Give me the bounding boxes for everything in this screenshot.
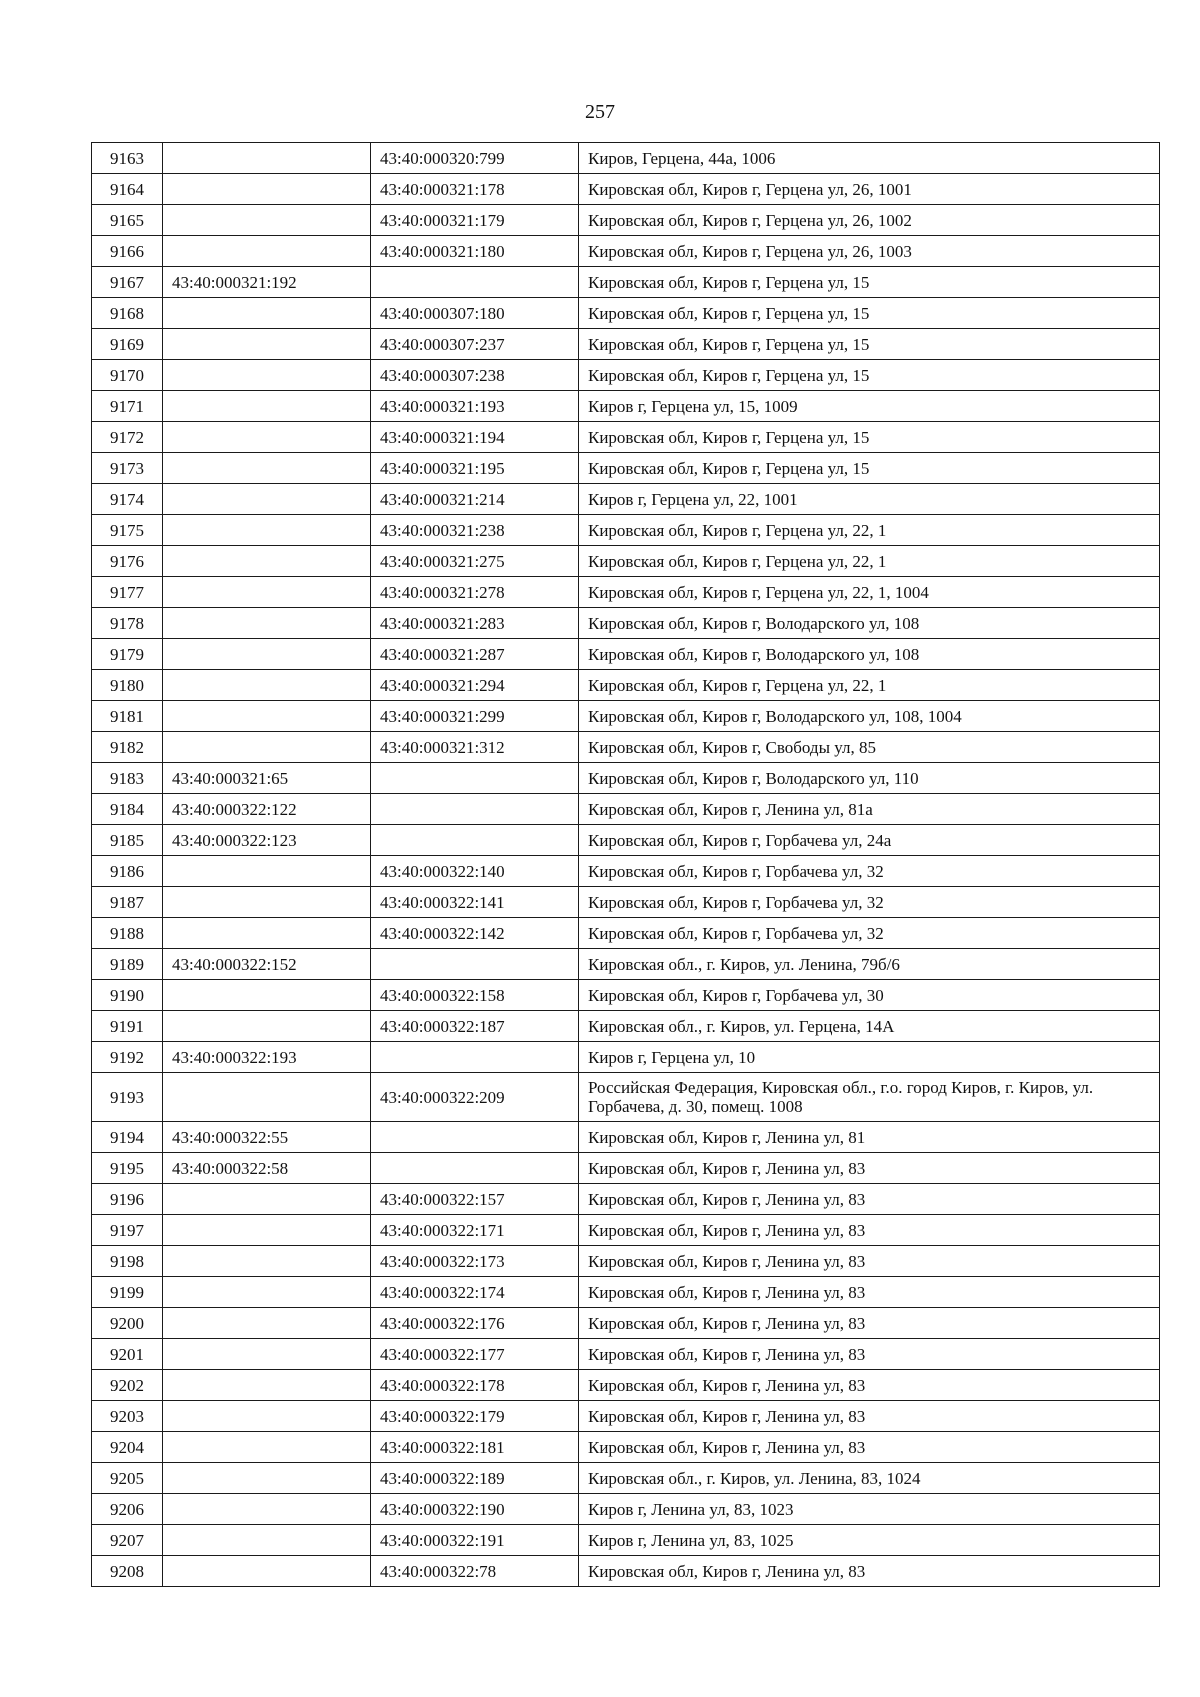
row-number-cell: 9171 [92, 391, 163, 422]
cadastral-number-cell [163, 1308, 371, 1339]
row-number-cell: 9194 [92, 1122, 163, 1153]
cadastral-number-2-cell: 43:40:000321:299 [371, 701, 579, 732]
address-cell: Кировская обл, Киров г, Герцена ул, 22, 1 [579, 515, 1160, 546]
address-cell: Кировская обл, Киров г, Ленина ул, 83 [579, 1277, 1160, 1308]
address-cell: Киров г, Герцена ул, 22, 1001 [579, 484, 1160, 515]
cadastral-number-cell [163, 1401, 371, 1432]
cadastral-number-cell: 43:40:000322:193 [163, 1042, 371, 1073]
cadastral-number-cell [163, 1277, 371, 1308]
cadastral-number-2-cell: 43:40:000322:140 [371, 856, 579, 887]
address-cell: Кировская обл, Киров г, Герцена ул, 22, 1 [579, 546, 1160, 577]
row-number-cell: 9199 [92, 1277, 163, 1308]
address-cell: Кировская обл, Киров г, Горбачева ул, 32 [579, 918, 1160, 949]
table-row [92, 701, 1160, 732]
cadastral-number-cell [163, 1215, 371, 1246]
cadastral-number-2-cell: 43:40:000322:142 [371, 918, 579, 949]
table-row [92, 577, 1160, 608]
cadastral-number-cell [163, 484, 371, 515]
table-row [92, 1042, 1160, 1073]
cadastral-number-cell [163, 546, 371, 577]
cadastral-number-2-cell: 43:40:000307:180 [371, 298, 579, 329]
table-row [92, 1432, 1160, 1463]
cadastral-number-2-cell: 43:40:000322:177 [371, 1339, 579, 1370]
table-row [92, 794, 1160, 825]
cadastral-number-cell [163, 1494, 371, 1525]
table-row [92, 360, 1160, 391]
address-cell: Кировская обл., г. Киров, ул. Ленина, 83, 1024 [579, 1463, 1160, 1494]
table-row [92, 1122, 1160, 1153]
cadastral-number-2-cell: 43:40:000321:179 [371, 205, 579, 236]
address-cell: Киров г, Ленина ул, 83, 1023 [579, 1494, 1160, 1525]
table-row [92, 453, 1160, 484]
cadastral-number-cell [163, 391, 371, 422]
row-number-cell: 9170 [92, 360, 163, 391]
row-number-cell: 9204 [92, 1432, 163, 1463]
cadastral-number-2-cell: 43:40:000322:174 [371, 1277, 579, 1308]
cadastral-number-2-cell: 43:40:000321:214 [371, 484, 579, 515]
table-row [92, 639, 1160, 670]
address-cell: Кировская обл, Киров г, Горбачева ул, 30 [579, 980, 1160, 1011]
cadastral-number-cell [163, 1184, 371, 1215]
table-row [92, 515, 1160, 546]
address-cell: Кировская обл, Киров г, Герцена ул, 22, 1 [579, 670, 1160, 701]
row-number-cell: 9164 [92, 174, 163, 205]
row-number-cell: 9165 [92, 205, 163, 236]
address-cell: Кировская обл, Киров г, Горбачева ул, 32 [579, 887, 1160, 918]
table-row [92, 205, 1160, 236]
table-row [92, 546, 1160, 577]
table-row [92, 1277, 1160, 1308]
row-number-cell: 9163 [92, 143, 163, 174]
address-cell: Киров г, Ленина ул, 83, 1025 [579, 1525, 1160, 1556]
registry-table-body [92, 143, 1160, 1587]
cadastral-number-cell [163, 856, 371, 887]
address-cell: Кировская обл, Киров г, Ленина ул, 83 [579, 1401, 1160, 1432]
cadastral-number-cell [163, 1463, 371, 1494]
address-cell: Кировская обл, Киров г, Ленина ул, 83 [579, 1339, 1160, 1370]
cadastral-number-2-cell: 43:40:000322:191 [371, 1525, 579, 1556]
table-row [92, 1556, 1160, 1587]
row-number-cell: 9181 [92, 701, 163, 732]
row-number-cell: 9195 [92, 1153, 163, 1184]
address-cell: Кировская обл, Киров г, Герцена ул, 15 [579, 298, 1160, 329]
row-number-cell: 9207 [92, 1525, 163, 1556]
cadastral-number-2-cell: 43:40:000322:158 [371, 980, 579, 1011]
cadastral-number-2-cell: 43:40:000322:189 [371, 1463, 579, 1494]
cadastral-number-cell [163, 1339, 371, 1370]
cadastral-number-2-cell: 43:40:000321:194 [371, 422, 579, 453]
table-row [92, 887, 1160, 918]
row-number-cell: 9202 [92, 1370, 163, 1401]
row-number-cell: 9180 [92, 670, 163, 701]
address-cell: Кировская обл., г. Киров, ул. Герцена, 14А [579, 1011, 1160, 1042]
row-number-cell: 9185 [92, 825, 163, 856]
row-number-cell: 9173 [92, 453, 163, 484]
table-row [92, 1246, 1160, 1277]
row-number-cell: 9197 [92, 1215, 163, 1246]
table-row [92, 484, 1160, 515]
table-row [92, 1494, 1160, 1525]
address-cell: Кировская обл, Киров г, Герцена ул, 15 [579, 422, 1160, 453]
table-row [92, 1215, 1160, 1246]
cadastral-number-cell [163, 1246, 371, 1277]
row-number-cell: 9190 [92, 980, 163, 1011]
table-row [92, 391, 1160, 422]
address-cell: Кировская обл, Киров г, Герцена ул, 26, 1001 [579, 174, 1160, 205]
cadastral-number-cell: 43:40:000322:123 [163, 825, 371, 856]
address-cell: Кировская обл, Киров г, Горбачева ул, 32 [579, 856, 1160, 887]
cadastral-number-cell [163, 980, 371, 1011]
row-number-cell: 9176 [92, 546, 163, 577]
row-number-cell: 9206 [92, 1494, 163, 1525]
cadastral-number-2-cell: 43:40:000322:209 [371, 1073, 579, 1122]
row-number-cell: 9166 [92, 236, 163, 267]
table-row [92, 1370, 1160, 1401]
address-cell: Кировская обл, Киров г, Ленина ул, 83 [579, 1556, 1160, 1587]
cadastral-number-2-cell [371, 763, 579, 794]
table-row [92, 980, 1160, 1011]
address-cell: Кировская обл, Киров г, Свободы ул, 85 [579, 732, 1160, 763]
table-row [92, 422, 1160, 453]
cadastral-number-2-cell [371, 267, 579, 298]
table-row [92, 329, 1160, 360]
cadastral-number-2-cell: 43:40:000321:312 [371, 732, 579, 763]
row-number-cell: 9175 [92, 515, 163, 546]
table-row [92, 267, 1160, 298]
row-number-cell: 9200 [92, 1308, 163, 1339]
cadastral-number-2-cell: 43:40:000322:181 [371, 1432, 579, 1463]
cadastral-number-cell [163, 143, 371, 174]
cadastral-number-cell [163, 422, 371, 453]
table-row [92, 298, 1160, 329]
table-row [92, 825, 1160, 856]
cadastral-number-2-cell [371, 794, 579, 825]
address-cell: Киров, Герцена, 44а, 1006 [579, 143, 1160, 174]
cadastral-number-cell [163, 701, 371, 732]
row-number-cell: 9193 [92, 1073, 163, 1122]
address-cell: Кировская обл, Киров г, Ленина ул, 83 [579, 1432, 1160, 1463]
cadastral-number-2-cell: 43:40:000321:283 [371, 608, 579, 639]
cadastral-number-cell [163, 205, 371, 236]
row-number-cell: 9178 [92, 608, 163, 639]
address-cell: Кировская обл, Киров г, Герцена ул, 26, 1002 [579, 205, 1160, 236]
address-cell: Кировская обл, Киров г, Ленина ул, 83 [579, 1153, 1160, 1184]
table-row [92, 1525, 1160, 1556]
address-cell: Кировская обл, Киров г, Герцена ул, 15 [579, 329, 1160, 360]
table-row [92, 1153, 1160, 1184]
address-cell: Кировская обл, Киров г, Ленина ул, 81 [579, 1122, 1160, 1153]
table-row [92, 1011, 1160, 1042]
table-row [92, 174, 1160, 205]
cadastral-number-2-cell: 43:40:000322:187 [371, 1011, 579, 1042]
row-number-cell: 9196 [92, 1184, 163, 1215]
address-cell: Кировская обл, Киров г, Ленина ул, 83 [579, 1308, 1160, 1339]
address-cell: Киров г, Герцена ул, 15, 1009 [579, 391, 1160, 422]
cadastral-number-cell [163, 639, 371, 670]
cadastral-number-cell: 43:40:000322:152 [163, 949, 371, 980]
cadastral-number-2-cell: 43:40:000321:193 [371, 391, 579, 422]
cadastral-number-2-cell [371, 825, 579, 856]
cadastral-number-cell [163, 515, 371, 546]
table-row [92, 608, 1160, 639]
table-row [92, 1308, 1160, 1339]
address-cell: Кировская обл, Киров г, Горбачева ул, 24а [579, 825, 1160, 856]
row-number-cell: 9183 [92, 763, 163, 794]
address-cell: Кировская обл, Киров г, Ленина ул, 83 [579, 1184, 1160, 1215]
table-row [92, 1401, 1160, 1432]
cadastral-number-2-cell: 43:40:000321:278 [371, 577, 579, 608]
row-number-cell: 9187 [92, 887, 163, 918]
address-cell: Кировская обл, Киров г, Ленина ул, 83 [579, 1215, 1160, 1246]
cadastral-number-2-cell: 43:40:000322:171 [371, 1215, 579, 1246]
table-row [92, 949, 1160, 980]
cadastral-number-2-cell: 43:40:000321:195 [371, 453, 579, 484]
cadastral-number-cell [163, 1525, 371, 1556]
address-cell: Кировская обл, Киров г, Герцена ул, 26, 1003 [579, 236, 1160, 267]
cadastral-number-cell [163, 670, 371, 701]
address-cell: Кировская обл, Киров г, Герцена ул, 15 [579, 453, 1160, 484]
row-number-cell: 9205 [92, 1463, 163, 1494]
table-row [92, 143, 1160, 174]
cadastral-number-cell [163, 918, 371, 949]
table-row [92, 1184, 1160, 1215]
address-cell: Кировская обл, Киров г, Володарского ул, 108, 1004 [579, 701, 1160, 732]
cadastral-number-2-cell: 43:40:000321:180 [371, 236, 579, 267]
address-cell: Кировская обл, Киров г, Герцена ул, 22, 1, 1004 [579, 577, 1160, 608]
cadastral-number-cell: 43:40:000322:55 [163, 1122, 371, 1153]
cadastral-number-cell [163, 1370, 371, 1401]
cadastral-number-2-cell: 43:40:000321:178 [371, 174, 579, 205]
address-cell: Кировская обл, Киров г, Володарского ул, 108 [579, 608, 1160, 639]
registry-table [91, 142, 1160, 1587]
cadastral-number-cell [163, 608, 371, 639]
cadastral-number-2-cell: 43:40:000322:179 [371, 1401, 579, 1432]
row-number-cell: 9168 [92, 298, 163, 329]
cadastral-number-cell: 43:40:000321:65 [163, 763, 371, 794]
cadastral-number-cell [163, 329, 371, 360]
cadastral-number-2-cell: 43:40:000307:237 [371, 329, 579, 360]
cadastral-number-2-cell [371, 1122, 579, 1153]
cadastral-number-cell [163, 887, 371, 918]
cadastral-number-2-cell [371, 1042, 579, 1073]
table-row [92, 732, 1160, 763]
cadastral-number-2-cell: 43:40:000322:176 [371, 1308, 579, 1339]
row-number-cell: 9172 [92, 422, 163, 453]
row-number-cell: 9167 [92, 267, 163, 298]
cadastral-number-2-cell: 43:40:000322:157 [371, 1184, 579, 1215]
address-cell: Кировская обл, Киров г, Герцена ул, 15 [579, 267, 1160, 298]
row-number-cell: 9169 [92, 329, 163, 360]
row-number-cell: 9177 [92, 577, 163, 608]
row-number-cell: 9203 [92, 1401, 163, 1432]
table-row [92, 670, 1160, 701]
table-row [92, 236, 1160, 267]
cadastral-number-cell [163, 1432, 371, 1463]
cadastral-number-cell [163, 236, 371, 267]
table-row [92, 856, 1160, 887]
table-row [92, 763, 1160, 794]
cadastral-number-2-cell: 43:40:000322:190 [371, 1494, 579, 1525]
address-cell: Кировская обл, Киров г, Ленина ул, 83 [579, 1370, 1160, 1401]
table-row [92, 1463, 1160, 1494]
page-number: 257 [585, 101, 615, 123]
address-cell: Российская Федерация, Кировская обл., г.о. город Киров, г. Киров, ул. Горбачева, д. 30, помещ. 1008 [579, 1073, 1160, 1122]
address-cell: Кировская обл, Киров г, Володарского ул, 108 [579, 639, 1160, 670]
row-number-cell: 9198 [92, 1246, 163, 1277]
address-cell: Киров г, Герцена ул, 10 [579, 1042, 1160, 1073]
cadastral-number-2-cell [371, 949, 579, 980]
row-number-cell: 9182 [92, 732, 163, 763]
cadastral-number-2-cell: 43:40:000321:287 [371, 639, 579, 670]
cadastral-number-2-cell: 43:40:000322:141 [371, 887, 579, 918]
table-row [92, 1339, 1160, 1370]
cadastral-number-2-cell: 43:40:000321:294 [371, 670, 579, 701]
address-cell: Кировская обл, Киров г, Володарского ул, 110 [579, 763, 1160, 794]
cadastral-number-2-cell: 43:40:000321:275 [371, 546, 579, 577]
cadastral-number-cell: 43:40:000322:122 [163, 794, 371, 825]
row-number-cell: 9208 [92, 1556, 163, 1587]
cadastral-number-cell [163, 453, 371, 484]
address-cell: Кировская обл., г. Киров, ул. Ленина, 79б/6 [579, 949, 1160, 980]
cadastral-number-cell [163, 1073, 371, 1122]
cadastral-number-cell [163, 174, 371, 205]
cadastral-number-cell: 43:40:000321:192 [163, 267, 371, 298]
cadastral-number-cell [163, 1556, 371, 1587]
cadastral-number-cell [163, 732, 371, 763]
cadastral-number-2-cell: 43:40:000307:238 [371, 360, 579, 391]
address-cell: Кировская обл, Киров г, Ленина ул, 81а [579, 794, 1160, 825]
cadastral-number-cell: 43:40:000322:58 [163, 1153, 371, 1184]
table-row [92, 918, 1160, 949]
row-number-cell: 9192 [92, 1042, 163, 1073]
address-cell: Кировская обл, Киров г, Герцена ул, 15 [579, 360, 1160, 391]
row-number-cell: 9201 [92, 1339, 163, 1370]
cadastral-number-2-cell: 43:40:000322:173 [371, 1246, 579, 1277]
cadastral-number-2-cell: 43:40:000320:799 [371, 143, 579, 174]
cadastral-number-2-cell: 43:40:000321:238 [371, 515, 579, 546]
row-number-cell: 9188 [92, 918, 163, 949]
cadastral-number-2-cell [371, 1153, 579, 1184]
cadastral-number-2-cell: 43:40:000322:78 [371, 1556, 579, 1587]
row-number-cell: 9174 [92, 484, 163, 515]
cadastral-number-2-cell: 43:40:000322:178 [371, 1370, 579, 1401]
table-row [92, 1073, 1160, 1122]
row-number-cell: 9191 [92, 1011, 163, 1042]
address-cell: Кировская обл, Киров г, Ленина ул, 83 [579, 1246, 1160, 1277]
row-number-cell: 9189 [92, 949, 163, 980]
cadastral-number-cell [163, 360, 371, 391]
cadastral-number-cell [163, 1011, 371, 1042]
row-number-cell: 9179 [92, 639, 163, 670]
row-number-cell: 9184 [92, 794, 163, 825]
cadastral-number-cell [163, 298, 371, 329]
cadastral-number-cell [163, 577, 371, 608]
row-number-cell: 9186 [92, 856, 163, 887]
